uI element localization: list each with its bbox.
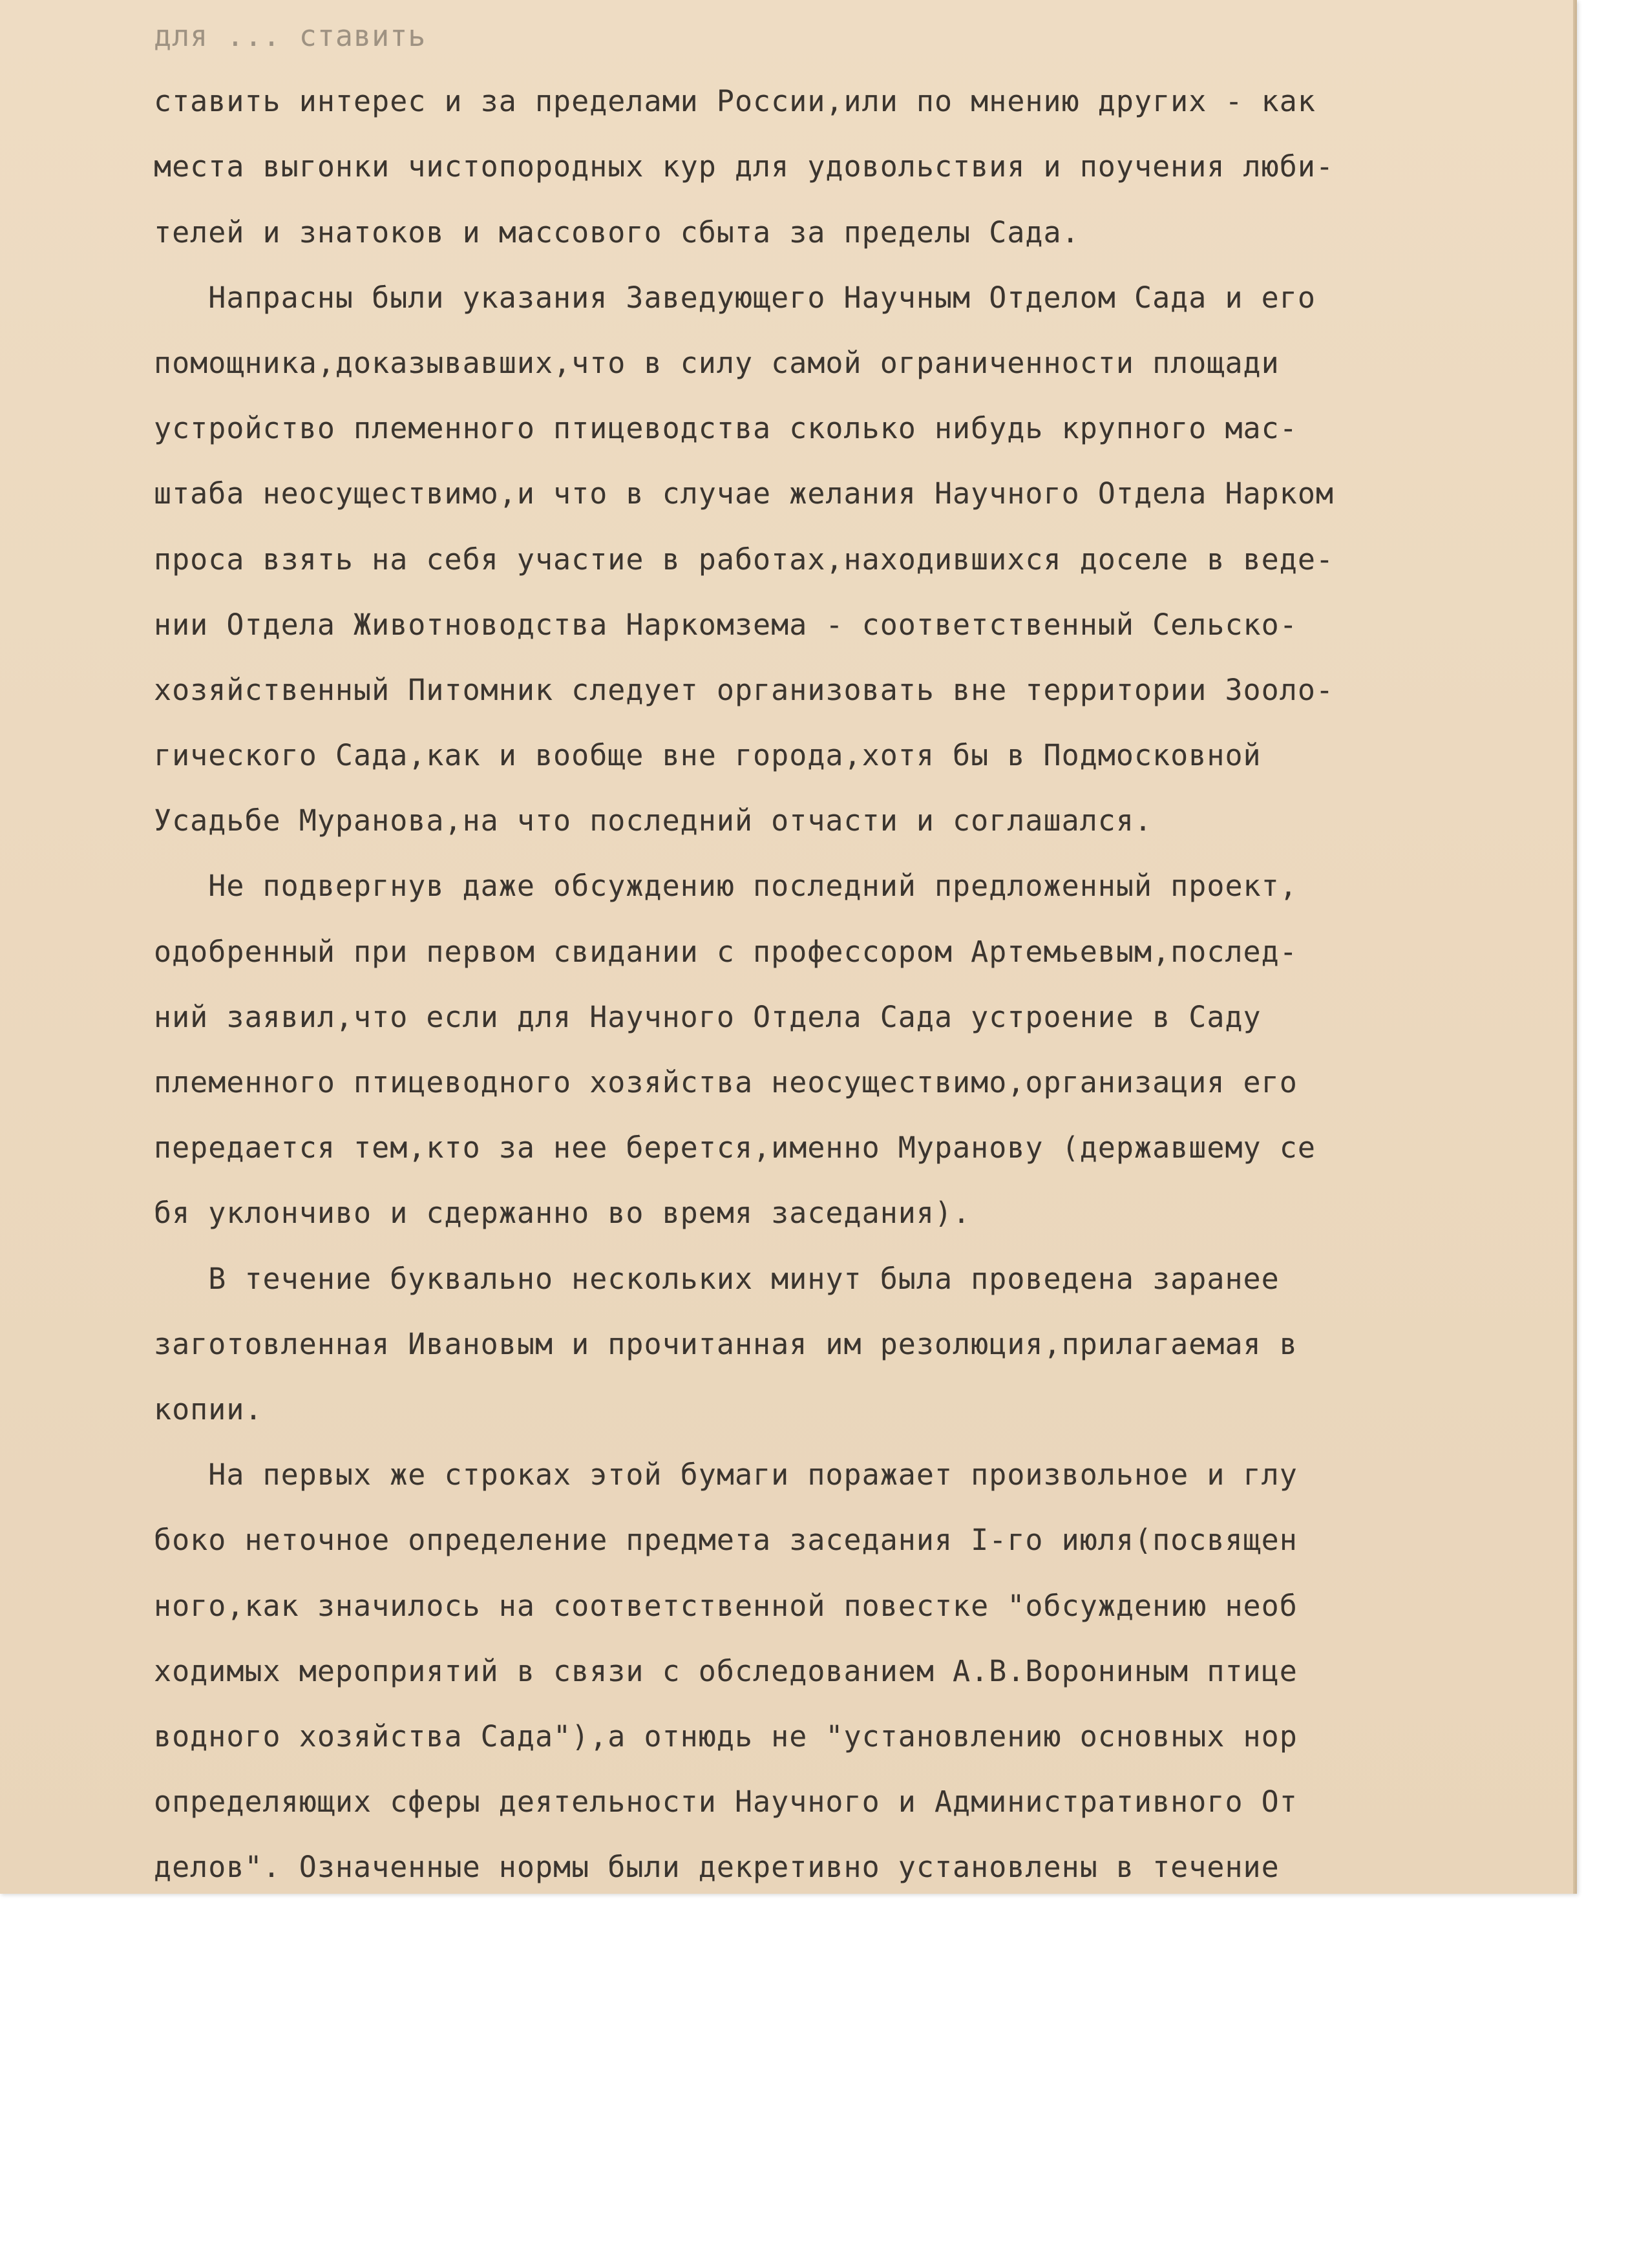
text-line: передается тем,кто за нее берется,именно Муранову (державшему се [154,1130,1316,1165]
text-line: делов". Означенные нормы были декретивно установлены в течение [154,1850,1280,1885]
text-line: В течение буквально нескольких минут была проведена заранее [154,1261,1280,1296]
text-line: для ... ставить [154,19,427,53]
text-line: ний заявил,что если для Научного Отдела Сада устроение в Саду [154,999,1262,1034]
text-line: устройство племенного птицеводства сколько нибудь крупного мас- [154,411,1298,446]
text-line: заготовленная Ивановым и прочитанная им резолюция,прилагаемая в [154,1326,1298,1361]
text-line: бя уклончиво и сдержанно во время заседания). [154,1196,971,1231]
text-line: водного хозяйства Сада"),а отнюдь не "установлению основных нор [154,1719,1298,1754]
text-line: места выгонки чистопородных кур для удовольствия и поучения люби- [154,149,1334,184]
text-line: боко неточное определение предмета заседания I-го июля(посвящен [154,1523,1298,1558]
text-line: гического Сада,как и вообще вне города,хотя бы в Подмосковной [154,738,1262,773]
text-line: Напрасны были указания Заведующего Научным Отделом Сада и его [154,280,1316,315]
paper-edge [1573,0,1577,1894]
text-line: телей и знатоков и массового сбыта за пределы Сада. [154,215,1080,249]
text-line: одобренный при первом свидании с профессором Артемьевым,послед- [154,934,1298,969]
text-line: штаба неосуществимо,и что в случае желания Научного Отдела Нарком [154,476,1334,511]
text-line: Усадьбе Муранова,на что последний отчасти и соглашался. [154,803,1153,838]
text-line: ного,как значилось на соответственной повестке "обсуждению необ [154,1588,1298,1623]
text-line: На первых же строках этой бумаги поражает произвольное и глу [154,1457,1298,1492]
text-line: ходимых мероприятий в связи с обследованием А.В.Ворониным птице [154,1653,1298,1688]
text-line: хозяйственный Питомник следует организовать вне территории Зооло- [154,672,1334,707]
text-line: нии Отдела Животноводства Наркомзема - соответственный Сельско- [154,607,1298,642]
text-line: помощника,доказывавших,что в силу самой ограниченности площади [154,345,1280,380]
text-line: определяющих сферы деятельности Научного и Административного От [154,1785,1298,1819]
text-line: Не подвергнув даже обсуждению последний предложенный проект, [154,869,1298,904]
text-line: племенного птицеводного хозяйства неосуществимо,организация его [154,1065,1298,1099]
text-line: ставить интерес и за пределами России,или по мнению других - как [154,84,1316,119]
text-line: проса взять на себя участие в работах,находившихся доселе в веде- [154,542,1334,577]
text-line: копии. [154,1392,263,1426]
typed-text-block [154,3,1537,1900]
